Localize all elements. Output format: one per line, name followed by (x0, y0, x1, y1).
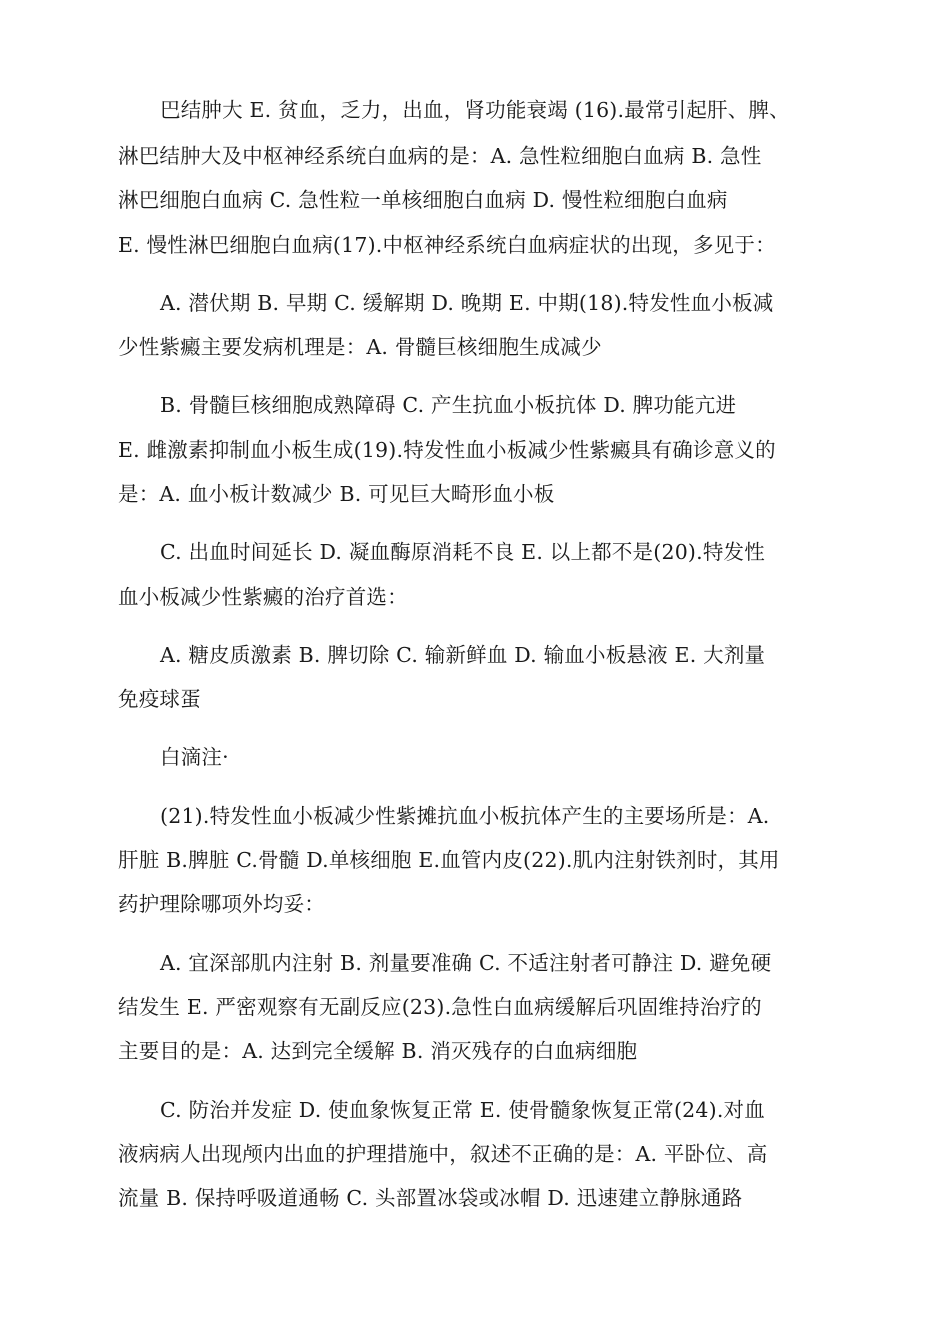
text-line: A. 宜深部肌内注射 B. 剂量要准确 C. 不适注射者可静注 D. 避免硬 (160, 951, 772, 975)
text-line: 主要目的是：A. 达到完全缓解 B. 消灭残存的白血病细胞 (118, 1039, 638, 1063)
text-line: E. 雌激素抑制血小板生成(19).特发性血小板减少性紫癜具有确诊意义的 (118, 438, 776, 462)
text-line: C. 防治并发症 D. 使血象恢复正常 E. 使骨髓象恢复正常(24).对血 (160, 1098, 765, 1122)
text-line: 淋巴结肿大及中枢神经系统白血病的是：A. 急性粒细胞白血病 B. 急性 (118, 144, 762, 168)
text-line: 血小板减少性紫癜的治疗首选： (118, 585, 408, 609)
text-line: 免疫球蛋 (118, 687, 201, 711)
text-line: (21).特发性血小板减少性紫摊抗血小板抗体产生的主要场所是：A. (160, 804, 770, 828)
text-line: 少性紫癜主要发病机理是：A. 骨髓巨核细胞生成减少 (118, 335, 602, 359)
text-line: C. 出血时间延长 D. 凝血酶原消耗不良 E. 以上都不是(20).特发性 (160, 540, 765, 564)
text-line: 白滴注· (160, 745, 229, 769)
text-line: 液病病人出现颅内出血的护理措施中，叙述不正确的是：A. 平卧位、高 (118, 1142, 768, 1166)
text-line: 肝脏 B.脾脏 C.骨髓 D.单核细胞 E.血管内皮(22).肌内注射铁剂时，其用 (118, 848, 780, 872)
text-line: 是：A. 血小板计数减少 B. 可见巨大畸形血小板 (118, 482, 555, 506)
text-line: A. 潜伏期 B. 早期 C. 缓解期 D. 晚期 E. 中期(18).特发性血小板减 (160, 291, 774, 315)
text-line: 巴结肿大 E. 贫血，乏力，出血，肾功能衰竭 (16).最常引起肝、脾、 (160, 98, 790, 122)
text-line: 淋巴细胞白血病 C. 急性粒一单核细胞白血病 D. 慢性粒细胞白血病 (118, 188, 728, 212)
text-line: 流量 B. 保持呼吸道通畅 C. 头部置冰袋或冰帽 D. 迅速建立静脉通路 (118, 1186, 743, 1210)
text-line: 药护理除哪项外均妥： (118, 892, 325, 916)
text-line: B. 骨髓巨核细胞成熟障碍 C. 产生抗血小板抗体 D. 脾功能亢进 (160, 393, 737, 417)
text-line: 结发生 E. 严密观察有无副反应(23).急性白血病缓解后巩固维持治疗的 (118, 995, 762, 1019)
text-line: E. 慢性淋巴细胞白血病(17).中枢神经系统白血病症状的出现，多见于： (118, 233, 776, 257)
text-line: A. 糖皮质激素 B. 脾切除 C. 输新鲜血 D. 输血小板悬液 E. 大剂量 (160, 643, 766, 667)
